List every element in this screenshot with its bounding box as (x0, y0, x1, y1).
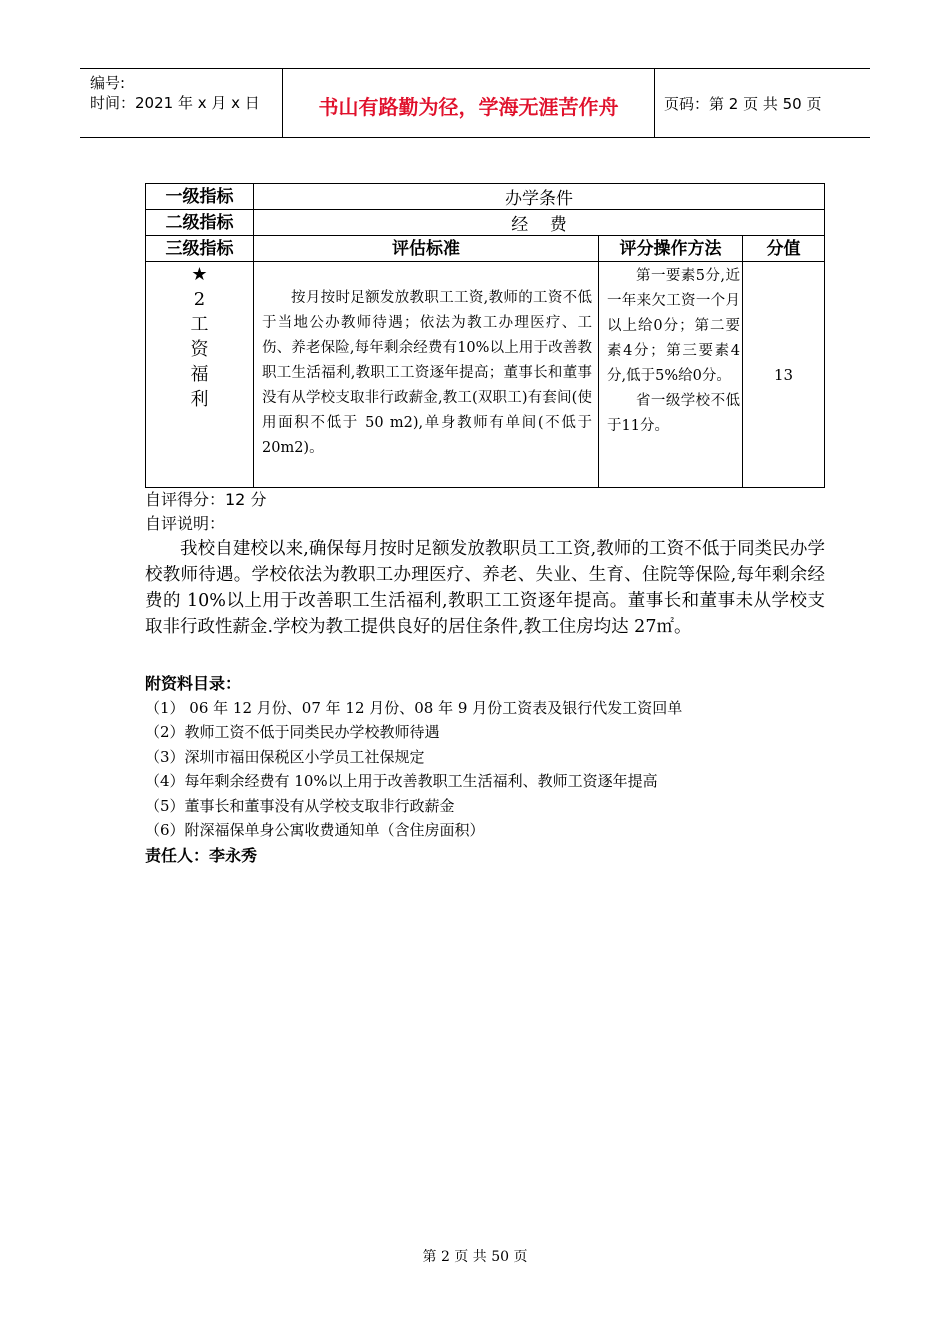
item-char: 福 (190, 364, 209, 385)
self-note-text: 我校自建校以来,确保每月按时足额发放教职员工工资,教师的工资不低于同类民办学校教师待遇。学校依法为教职工办理医疗、养老、失业、生育、住院等保险,每年剩余经费的 10%以上用于改善职工生活福利,教职工工资逐年提高。董事长和董事未从学校支取非行政性薪金.学校为教工提供良好的居住条件,教工住房均达 27㎡。 (145, 539, 825, 637)
header-page-info: 页码：第 2 页 共 50 页 (664, 95, 822, 113)
column-score: 分值 (743, 236, 825, 262)
item-char: 工 (190, 314, 209, 335)
header-motto: 书山有路勤为径，学海无涯苦作舟 (318, 95, 619, 119)
item-name-cell (146, 262, 254, 488)
star-icon: ★ (191, 264, 208, 285)
header-divider-right (654, 69, 655, 137)
item-char: 利 (190, 389, 209, 410)
attachments-title: 附资料目录： (145, 673, 242, 693)
header-time: 时间：2021 年 x 月 x 日 (90, 94, 260, 112)
item-char: 资 (190, 339, 209, 360)
level2-label: 二级指标 (146, 210, 254, 236)
level3-label: 三级指标 (146, 236, 254, 262)
level2-value: 经 费 (254, 210, 825, 236)
attachment-item: （4）每年剩余经费有 10%以上用于改善教职工生活福利、教师工资逐年提高 (145, 772, 658, 790)
attachment-item: （2）教师工资不低于同类民办学校教师待遇 (145, 723, 440, 741)
level1-value: 办学条件 (254, 184, 825, 210)
page-body (145, 488, 825, 869)
attachment-item: （5）董事长和董事没有从学校支取非行政薪金 (145, 796, 455, 815)
method-cell (599, 262, 743, 488)
row-item (146, 262, 825, 488)
row-level2 (146, 210, 825, 236)
row-level1 (146, 184, 825, 210)
page-header (80, 68, 870, 138)
row-level3-header (146, 236, 825, 262)
item-char: 2 (193, 289, 206, 310)
attachment-item: （3）深圳市福田保税区小学员工社保规定 (145, 747, 425, 766)
responsible-person: 责任人：李永秀 (145, 845, 258, 865)
self-score: 自评得分：12 分 (145, 490, 267, 509)
method-text: 第一要素5分,近一年来欠工资一个月以上给0分；第二要素4分；第三要素4分,低于5%给0分。 (607, 268, 740, 384)
column-standard: 评估标准 (254, 236, 599, 262)
level1-label: 一级指标 (146, 184, 254, 210)
standard-text: 按月按时足额发放教职工工资,教师的工资不低于当地公办教师待遇；依法为教工办理医疗、工伤、养老保险,每年剩余经费有10%以上用于改善教职工生活福利,教职工工资逐年提高；董事长和董事没有从学校支取非行政薪金,教工(双职工)有套间(使用面积不低于 50 m2),单身教师有单间(不低于 20m2)。 (254, 262, 599, 488)
header-code: 编号: (90, 74, 126, 92)
spacer (145, 658, 825, 672)
attachment-item: （1） 06 年 12 月份、07 年 12 月份、08 年 9 月份工资表及银行代发工资回单 (145, 698, 683, 717)
page-footer: 第 2 页 共 50 页 (422, 1249, 528, 1265)
column-method: 评分操作方法 (599, 236, 743, 262)
evaluation-table (145, 183, 825, 488)
method-text: 省一级学校不低于11分。 (607, 393, 740, 434)
score-value: 13 (743, 262, 825, 488)
self-note-label: 自评说明： (145, 514, 226, 533)
header-meta (90, 73, 260, 113)
attachment-item: （6）附深福保单身公寓收费通知单（含住房面积） (145, 821, 485, 839)
